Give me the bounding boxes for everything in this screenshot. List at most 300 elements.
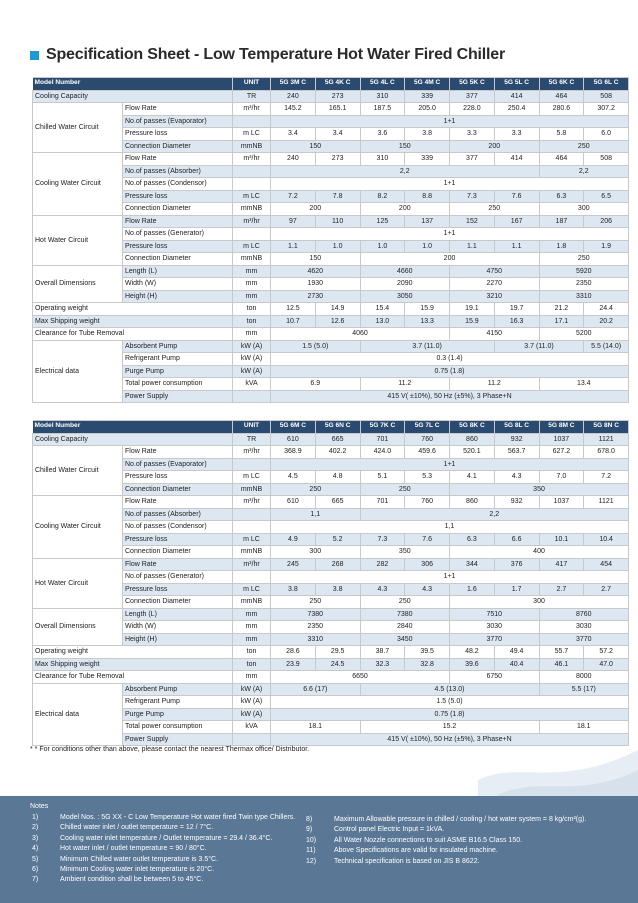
note-number: 7)	[32, 876, 39, 884]
value-cell: 1+1	[271, 228, 629, 241]
unit-cell: m³/hr	[233, 446, 271, 459]
value-cell: 46.1	[539, 658, 584, 671]
value-cell: 280.6	[539, 103, 584, 116]
header-model-col: 5G 5K C	[450, 78, 495, 91]
value-cell: 1+1	[271, 115, 629, 128]
value-cell: 167	[494, 215, 539, 228]
value-cell: 1+1	[271, 571, 629, 584]
value-cell: 6.9	[271, 378, 361, 391]
value-cell: 5.3	[405, 471, 450, 484]
unit-cell: kVA	[233, 721, 271, 734]
note-number: 11)	[306, 847, 316, 855]
table-row	[33, 278, 629, 291]
table-row	[33, 215, 629, 228]
value-cell: 15.2	[360, 721, 539, 734]
row-label: Clearance for Tube Removal	[33, 671, 233, 684]
header-model-col: 5G 7L C	[405, 421, 450, 434]
unit-cell: mmNB	[233, 596, 271, 609]
value-cell: 13.0	[360, 315, 405, 328]
table-row	[33, 203, 629, 216]
sub-label: No.of passes (Evaporator)	[123, 115, 233, 128]
value-cell: 2270	[450, 278, 540, 291]
value-cell: 339	[405, 153, 450, 166]
sub-label: Pressure loss	[123, 190, 233, 203]
table-row	[33, 646, 629, 659]
value-cell: 1.5 (5.0)	[271, 340, 361, 353]
table-row	[33, 265, 629, 278]
value-cell: 11.2	[360, 378, 450, 391]
value-cell: 7.8	[315, 190, 360, 203]
sub-label: No.of passes (Generator)	[123, 228, 233, 241]
value-cell: 414	[494, 153, 539, 166]
sub-label: Connection Diameter	[123, 203, 233, 216]
value-cell: 6.5	[584, 190, 629, 203]
value-cell: 47.0	[584, 658, 629, 671]
sub-label: Connection Diameter	[123, 253, 233, 266]
value-cell: 39.6	[450, 658, 495, 671]
value-cell: 12.5	[271, 303, 316, 316]
sub-label: Connection Diameter	[123, 546, 233, 559]
value-cell: 29.5	[315, 646, 360, 659]
table-row	[33, 140, 629, 153]
value-cell: 8.2	[360, 190, 405, 203]
unit-cell: m³/hr	[233, 153, 271, 166]
table-row	[33, 533, 629, 546]
value-cell: 307.2	[584, 103, 629, 116]
value-cell: 250	[539, 253, 629, 266]
value-cell: 40.4	[494, 658, 539, 671]
value-cell: 273	[315, 90, 360, 103]
value-cell: 415 V( ±10%), 50 Hz (±5%), 3 Phase+N	[271, 390, 629, 403]
value-cell: 1.6	[450, 583, 495, 596]
value-cell: 424.0	[360, 446, 405, 459]
value-cell: 4.8	[315, 471, 360, 484]
value-cell: 3.4	[315, 128, 360, 141]
unit-cell: mm	[233, 265, 271, 278]
value-cell: 310	[360, 90, 405, 103]
note-text: Minimum Cooling water inlet temperature is 20°C.	[60, 866, 215, 874]
page-title: Specification Sheet - Low Temperature Hot Water Fired Chiller	[46, 46, 505, 63]
value-cell: 464	[539, 153, 584, 166]
row-label: Cooling Capacity	[33, 90, 233, 103]
spec-table-2	[32, 420, 629, 746]
note-number: 5)	[32, 855, 39, 863]
sub-label: No.of passes (Generator)	[123, 571, 233, 584]
section-label: Overall Dimensions	[33, 265, 123, 303]
sub-label: Length (L)	[123, 608, 233, 621]
note-text: Maximum Allowable pressure in chilled / cooling / hot water system = 8 kg/cm²(g).	[334, 816, 587, 823]
sub-label: Pressure loss	[123, 128, 233, 141]
value-cell: 344	[450, 558, 495, 571]
value-cell: 6650	[271, 671, 450, 684]
value-cell: 250	[271, 483, 361, 496]
section-label: Electrical data	[33, 683, 123, 746]
value-cell: 250	[360, 483, 450, 496]
value-cell: 6.3	[539, 190, 584, 203]
value-cell: 3.8	[315, 583, 360, 596]
table-row	[33, 521, 629, 534]
note-text: All Water Nozzle connections to suit ASME B16.5 Class 150.	[334, 836, 523, 844]
section-label: Electrical data	[33, 340, 123, 403]
value-cell: 152	[450, 215, 495, 228]
note-item	[304, 846, 624, 856]
value-cell: 5920	[539, 265, 629, 278]
header-model-col: 5G 6K C	[539, 78, 584, 91]
header-model-col: 5G 4L C	[360, 78, 405, 91]
value-cell: 1.5 (5.0)	[271, 696, 629, 709]
value-cell: 520.1	[450, 446, 495, 459]
value-cell: 3310	[539, 290, 629, 303]
value-cell: 300	[539, 203, 629, 216]
value-cell: 28.6	[271, 646, 316, 659]
value-cell: 6750	[450, 671, 540, 684]
value-cell: 2,2	[271, 165, 540, 178]
value-cell: 6.0	[584, 128, 629, 141]
notes-panel	[0, 796, 638, 903]
value-cell: 7.3	[450, 190, 495, 203]
value-cell: 508	[584, 153, 629, 166]
value-cell: 10.4	[584, 533, 629, 546]
value-cell: 7510	[450, 608, 540, 621]
table-row	[33, 90, 629, 103]
note-item	[30, 844, 300, 854]
note-item	[30, 823, 300, 833]
unit-cell: m³/hr	[233, 215, 271, 228]
value-cell: 49.4	[494, 646, 539, 659]
unit-cell: kW (A)	[233, 683, 271, 696]
note-number: 6)	[32, 866, 39, 874]
header-model-col: 5G 7K C	[360, 421, 405, 434]
value-cell: 377	[450, 90, 495, 103]
note-number: 8)	[306, 816, 313, 823]
value-cell: 2.7	[584, 583, 629, 596]
value-cell: 4.5 (13.0)	[360, 683, 539, 696]
value-cell: 4.5	[271, 471, 316, 484]
value-cell: 150	[271, 140, 361, 153]
note-text: Hot water inlet / outlet temperature = 90 / 80°C.	[60, 845, 207, 853]
value-cell: 3.7 (11.0)	[494, 340, 584, 353]
value-cell: 16.3	[494, 315, 539, 328]
sub-label: Connection Diameter	[123, 140, 233, 153]
sub-label: Refrigerant Pump	[123, 696, 233, 709]
unit-cell: ton	[233, 303, 271, 316]
notes-list-left	[30, 813, 300, 886]
value-cell: 4750	[450, 265, 540, 278]
value-cell: 0.75 (1.8)	[271, 708, 629, 721]
table-row	[33, 253, 629, 266]
unit-cell: mm	[233, 621, 271, 634]
value-cell: 110	[315, 215, 360, 228]
sub-label: Width (W)	[123, 278, 233, 291]
sub-label: Height (H)	[123, 633, 233, 646]
note-item	[30, 855, 300, 865]
value-cell: 32.3	[360, 658, 405, 671]
unit-cell	[233, 165, 271, 178]
note-text: Technical specification is based on JIS B 8622.	[334, 857, 480, 865]
note-number: 10)	[306, 836, 317, 844]
unit-cell	[233, 571, 271, 584]
value-cell: 760	[405, 496, 450, 509]
value-cell: 1+1	[271, 458, 629, 471]
table-row	[33, 471, 629, 484]
note-number: 12)	[306, 857, 317, 865]
unit-cell: mmNB	[233, 253, 271, 266]
value-cell: 2090	[360, 278, 450, 291]
sub-label: No.of passes (Absorber)	[123, 165, 233, 178]
sub-label: Length (L)	[123, 265, 233, 278]
unit-cell: m LC	[233, 583, 271, 596]
unit-cell: ton	[233, 646, 271, 659]
value-cell: 5.8	[539, 128, 584, 141]
value-cell: 1.0	[360, 240, 405, 253]
value-cell: 3770	[450, 633, 540, 646]
value-cell: 15.4	[360, 303, 405, 316]
value-cell: 376	[494, 558, 539, 571]
unit-cell: TR	[233, 90, 271, 103]
value-cell: 1.1	[271, 240, 316, 253]
unit-cell	[233, 390, 271, 403]
value-cell: 2,2	[539, 165, 629, 178]
header-unit: UNIT	[233, 78, 271, 91]
value-cell: 610	[271, 496, 316, 509]
sub-label: Connection Diameter	[123, 483, 233, 496]
sub-label: Flow Rate	[123, 215, 233, 228]
table-row	[33, 708, 629, 721]
unit-cell: m³/hr	[233, 103, 271, 116]
header-model-col: 5G 8M C	[539, 421, 584, 434]
unit-cell: kW (A)	[233, 708, 271, 721]
sub-label: Purge Pump	[123, 365, 233, 378]
sub-label: Flow Rate	[123, 103, 233, 116]
row-label: Operating weight	[33, 646, 233, 659]
value-cell: 4060	[271, 328, 450, 341]
value-cell: 39.5	[405, 646, 450, 659]
sub-label: Connection Diameter	[123, 596, 233, 609]
table-row	[33, 571, 629, 584]
value-cell: 273	[315, 153, 360, 166]
value-cell: 32.8	[405, 658, 450, 671]
value-cell: 5200	[539, 328, 629, 341]
note-number: 2)	[32, 824, 39, 832]
table-row	[33, 290, 629, 303]
note-number: 3)	[32, 834, 39, 842]
value-cell: 3.8	[271, 583, 316, 596]
value-cell: 4.3	[494, 471, 539, 484]
value-cell: 5.5 (14.0)	[584, 340, 629, 353]
notes-list-right	[304, 815, 624, 867]
table-row	[33, 546, 629, 559]
unit-cell: mm	[233, 671, 271, 684]
unit-cell	[233, 458, 271, 471]
value-cell: 250.4	[494, 103, 539, 116]
value-cell: 250	[271, 596, 361, 609]
value-cell: 7380	[360, 608, 450, 621]
unit-cell	[233, 733, 271, 746]
header-model-col: 5G 6M C	[271, 421, 316, 434]
title-bar	[30, 46, 620, 68]
value-cell: 200	[271, 203, 361, 216]
sub-label: Flow Rate	[123, 496, 233, 509]
value-cell: 1037	[539, 433, 584, 446]
value-cell: 4.3	[360, 583, 405, 596]
unit-cell: m³/hr	[233, 558, 271, 571]
value-cell: 13.4	[539, 378, 629, 391]
note-text: Control panel Electric Input = 1kVA.	[334, 826, 445, 834]
value-cell: 8.8	[405, 190, 450, 203]
value-cell: 6.3	[450, 533, 495, 546]
value-cell: 245	[271, 558, 316, 571]
value-cell: 932	[494, 496, 539, 509]
spec-table-1	[32, 77, 629, 403]
unit-cell: mmNB	[233, 140, 271, 153]
value-cell: 23.9	[271, 658, 316, 671]
note-number: 9)	[306, 826, 313, 834]
value-cell: 228.0	[450, 103, 495, 116]
value-cell: 20.2	[584, 315, 629, 328]
value-cell: 2350	[271, 621, 361, 634]
value-cell: 4620	[271, 265, 361, 278]
value-cell: 610	[271, 433, 316, 446]
value-cell: 7.3	[360, 533, 405, 546]
table-row	[33, 433, 629, 446]
sub-label: Width (W)	[123, 621, 233, 634]
value-cell: 18.1	[271, 721, 361, 734]
unit-cell: m LC	[233, 190, 271, 203]
value-cell: 55.7	[539, 646, 584, 659]
unit-cell	[233, 115, 271, 128]
unit-cell	[233, 521, 271, 534]
table-row	[33, 240, 629, 253]
footnote: * * For conditions other than above, please contact the nearest Thermax office/ Distributor.	[30, 746, 310, 753]
unit-cell: ton	[233, 315, 271, 328]
value-cell: 7.6	[494, 190, 539, 203]
sub-label: Power Supply	[123, 733, 233, 746]
section-label: Chilled Water Circuit	[33, 103, 123, 153]
header-model-col: 5G 5L C	[494, 78, 539, 91]
sub-label: Pressure loss	[123, 240, 233, 253]
table-row	[33, 178, 629, 191]
value-cell: 678.0	[584, 446, 629, 459]
table-row	[33, 621, 629, 634]
value-cell: 3.7 (11.0)	[360, 340, 494, 353]
table-row	[33, 608, 629, 621]
value-cell: 205.0	[405, 103, 450, 116]
header-model-number: Model Number	[33, 78, 233, 91]
value-cell: 417	[539, 558, 584, 571]
unit-cell: mm	[233, 290, 271, 303]
value-cell: 240	[271, 153, 316, 166]
value-cell: 10.1	[539, 533, 584, 546]
value-cell: 400	[450, 546, 629, 559]
table-row	[33, 153, 629, 166]
table-row	[33, 483, 629, 496]
unit-cell: m LC	[233, 533, 271, 546]
section-label: Chilled Water Circuit	[33, 446, 123, 496]
sub-label: Flow Rate	[123, 446, 233, 459]
unit-cell	[233, 508, 271, 521]
value-cell: 282	[360, 558, 405, 571]
decorative-wave-background	[478, 720, 638, 800]
unit-cell: mm	[233, 278, 271, 291]
sub-label: Height (H)	[123, 290, 233, 303]
header-model-col: 5G 8N C	[584, 421, 629, 434]
note-text: Minimum Chilled water outlet temperature is 3.5°C.	[60, 855, 219, 863]
value-cell: 339	[405, 90, 450, 103]
value-cell: 3450	[360, 633, 450, 646]
section-label: Cooling Water Circuit	[33, 153, 123, 216]
value-cell: 701	[360, 433, 405, 446]
value-cell: 3770	[539, 633, 629, 646]
table-row	[33, 315, 629, 328]
table-row	[33, 496, 629, 509]
sub-label: Absorbent Pump	[123, 683, 233, 696]
table-row	[33, 558, 629, 571]
unit-cell: kW (A)	[233, 340, 271, 353]
value-cell: 3310	[271, 633, 361, 646]
value-cell: 2730	[271, 290, 361, 303]
value-cell: 3030	[539, 621, 629, 634]
table-row	[33, 633, 629, 646]
row-label: Max Shipping weight	[33, 315, 233, 328]
value-cell: 3050	[360, 290, 450, 303]
value-cell: 14.9	[315, 303, 360, 316]
unit-cell: m LC	[233, 128, 271, 141]
value-cell: 18.1	[539, 721, 629, 734]
value-cell: 7.6	[405, 533, 450, 546]
table-row	[33, 190, 629, 203]
value-cell: 402.2	[315, 446, 360, 459]
table-row	[33, 583, 629, 596]
unit-cell: kW (A)	[233, 353, 271, 366]
sub-label: No.of passes (Condensor)	[123, 178, 233, 191]
value-cell: 7380	[271, 608, 361, 621]
table-row	[33, 328, 629, 341]
section-label: Overall Dimensions	[33, 608, 123, 646]
sub-label: No.of passes (Absorber)	[123, 508, 233, 521]
value-cell: 3.3	[494, 128, 539, 141]
value-cell: 6.6	[494, 533, 539, 546]
value-cell: 10.7	[271, 315, 316, 328]
value-cell: 701	[360, 496, 405, 509]
note-item	[304, 857, 624, 867]
value-cell: 1,1	[271, 521, 629, 534]
value-cell: 2,2	[360, 508, 629, 521]
unit-cell: kVA	[233, 378, 271, 391]
header-model-col: 5G 8L C	[494, 421, 539, 434]
value-cell: 4.3	[405, 583, 450, 596]
table-row	[33, 128, 629, 141]
value-cell: 300	[450, 596, 629, 609]
value-cell: 3.4	[271, 128, 316, 141]
note-number: 1)	[32, 814, 39, 821]
value-cell: 11.2	[450, 378, 540, 391]
value-cell: 4.1	[450, 471, 495, 484]
table-row	[33, 458, 629, 471]
value-cell: 150	[360, 140, 450, 153]
note-item	[304, 836, 624, 846]
value-cell: 377	[450, 153, 495, 166]
table-row	[33, 340, 629, 353]
value-cell: 310	[360, 153, 405, 166]
value-cell: 125	[360, 215, 405, 228]
unit-cell: m³/hr	[233, 496, 271, 509]
sub-label: Pressure loss	[123, 583, 233, 596]
value-cell: 4.9	[271, 533, 316, 546]
row-label: Clearance for Tube Removal	[33, 328, 233, 341]
unit-cell: mmNB	[233, 483, 271, 496]
title-square-icon	[30, 51, 39, 60]
table-row	[33, 228, 629, 241]
